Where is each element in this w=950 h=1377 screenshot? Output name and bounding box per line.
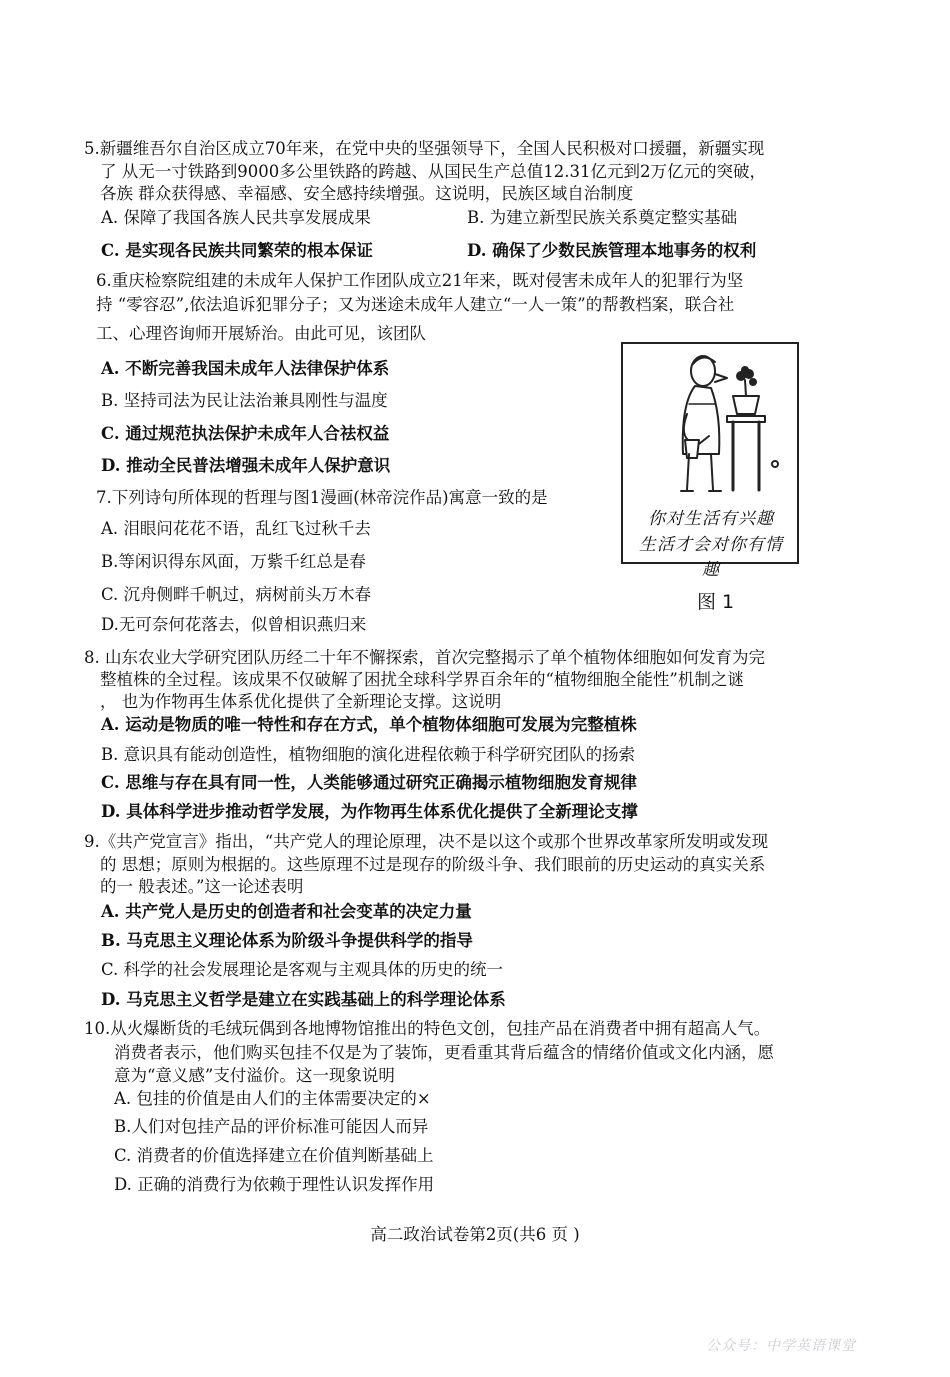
cartoon-caption-line-1: 你对生活有兴趣 <box>648 509 774 529</box>
q9-option-b: B. 马克思主义理论体系为阶级斗争提供科学的指导 <box>101 931 473 950</box>
q5-stem-line: 各族 群众获得感、幸福感、安全感持续增强。这说明，民族区域自治制度 <box>100 184 634 203</box>
q7-option-c: C. 沉舟侧畔千帆过，病树前头万木春 <box>101 585 372 604</box>
cartoon-caption-line-2: 生活才会对你有情趣 <box>639 535 783 580</box>
q10-option-c: C. 消费者的价值选择建立在价值判断基础上 <box>114 1146 434 1165</box>
q8-option-d: D. 具体科学进步推动哲学发展，为作物再生体系优化提供了全新理论支撑 <box>101 802 638 821</box>
q8-stem-line: ， 也为作物再生体系优化提供了全新理论支撑。这说明 <box>100 692 502 711</box>
q6-option-b: B. 坚持司法为民让法治兼具刚性与温度 <box>101 391 388 410</box>
q6-stem-line: 工、心理咨询师开展矫治。由此可见，该团队 <box>96 324 426 343</box>
q10-stem-line: 意为“意义感”支付溢价。这一现象说明 <box>114 1066 395 1085</box>
cartoon-figure <box>621 342 799 580</box>
q6-stem-line: 持 “零容忍”,依法追诉犯罪分子；又为迷途未成年人建立“一人一策”的帮教档案，联合社 <box>96 295 735 314</box>
q10-option-a: A. 包挂的价值是由人们的主体需要决定的× <box>114 1089 431 1108</box>
q8-option-a: A. 运动是物质的唯一特性和存在方式，单个植物体细胞可发展为完整植株 <box>101 715 637 734</box>
q10-stem-line: 10.从火爆断货的毛绒玩偶到各地博物馆推出的特色文创，包挂产品在消费者中拥有超高人气。 <box>84 1019 771 1038</box>
q5-option-b: B. 为建立新型民族关系奠定整实基础 <box>467 208 738 227</box>
q10-option-b: B.人们对包挂产品的评价标准可能因人而异 <box>114 1117 429 1136</box>
q5-option-d: D. 确保了少数民族管理本地事务的权利 <box>467 241 757 260</box>
cartoon-illustration <box>623 344 797 499</box>
q9-option-c: C. 科学的社会发展理论是客观与主观具体的历史的统一 <box>101 960 504 979</box>
page-footer: 高二政治试卷第2页(共6 页 ) <box>370 1225 580 1244</box>
q5-option-c: C. 是实现各民族共同繁荣的根本保证 <box>101 241 373 260</box>
q6-option-a: A. 不断完善我国未成年人法律保护体系 <box>101 359 390 378</box>
watermark: 公众号：中学英语课堂 <box>706 1338 856 1354</box>
q6-option-c: C. 通过规范执法保护未成年人合祛权益 <box>101 424 390 443</box>
q7-stem: 7.下列诗句所体现的哲理与图1漫画(林帝浣作品)寓意一致的是 <box>96 488 548 507</box>
q8-stem-line: 整植株的全过程。该成果不仅破解了困扰全球科学界百余年的“植物细胞全能性”机制之谜 <box>100 670 744 689</box>
q7-option-a: A. 泪眼问花花不语，乱红飞过秋千去 <box>101 519 371 538</box>
q10-stem-line: 消费者表示，他们购买包挂不仅是为了装饰，更看重其背后蕴含的情绪价值或文化内涵，愿 <box>114 1043 774 1062</box>
q9-stem-line: 的 思想；原则为根据的。这些原理不过是现存的阶级斗争、我们眼前的历史运动的真实关系 <box>100 855 766 874</box>
q8-option-b: B. 意识具有能动创造性，植物细胞的演化进程依赖于科学研究团队的扬索 <box>101 745 636 764</box>
q5-stem-line: 了 从无一寸铁路到9000多公里铁路的跨越、从国民生产总值12.31亿元到2万亿元的突破， <box>100 162 766 181</box>
q9-stem-line: 的一 般表述。”这一论述表明 <box>100 877 304 896</box>
figure-label: 图 1 <box>697 591 735 613</box>
q6-option-d: D. 推动全民普法增强未成年人保护意识 <box>101 456 391 475</box>
q6-stem-line: 6.重庆检察院组建的未成年人保护工作团队成立21年来，既对侵害未成年人的犯罪行为坚 <box>96 271 744 290</box>
q8-option-c: C. 思维与存在具有同一性，人类能够通过研究正确揭示植物细胞发育规律 <box>101 773 637 792</box>
q9-option-a: A. 共产党人是历史的创造者和社会变革的决定力量 <box>101 902 472 921</box>
q7-option-b: B.等闲识得东风面，万紫千红总是春 <box>101 552 366 571</box>
q9-stem-line: 9.《共产党宣言》指出，“共产党人的理论原理，决不是以这个或那个世界改革家所发明或发现 <box>84 832 769 851</box>
q8-stem-line: 8. 山东农业大学研究团队历经二十年不懈探索，首次完整揭示了单个植物体细胞如何发育为完 <box>84 648 765 667</box>
q5-option-a: A. 保障了我国各族人民共享发展成果 <box>101 208 371 227</box>
q5-stem-line: 5.新疆维吾尔自治区成立70年来，在党中央的坚强领导下，全国人民积极对口援疆，新疆实现 <box>84 139 765 158</box>
q10-option-d: D. 正确的消费行为依赖于理性认识发挥作用 <box>114 1175 435 1194</box>
q7-option-d: D.无可奈何花落去，似曾相识燕归来 <box>101 615 367 634</box>
q9-option-d: D. 马克思主义哲学是建立在实践基础上的科学理论体系 <box>101 990 506 1009</box>
